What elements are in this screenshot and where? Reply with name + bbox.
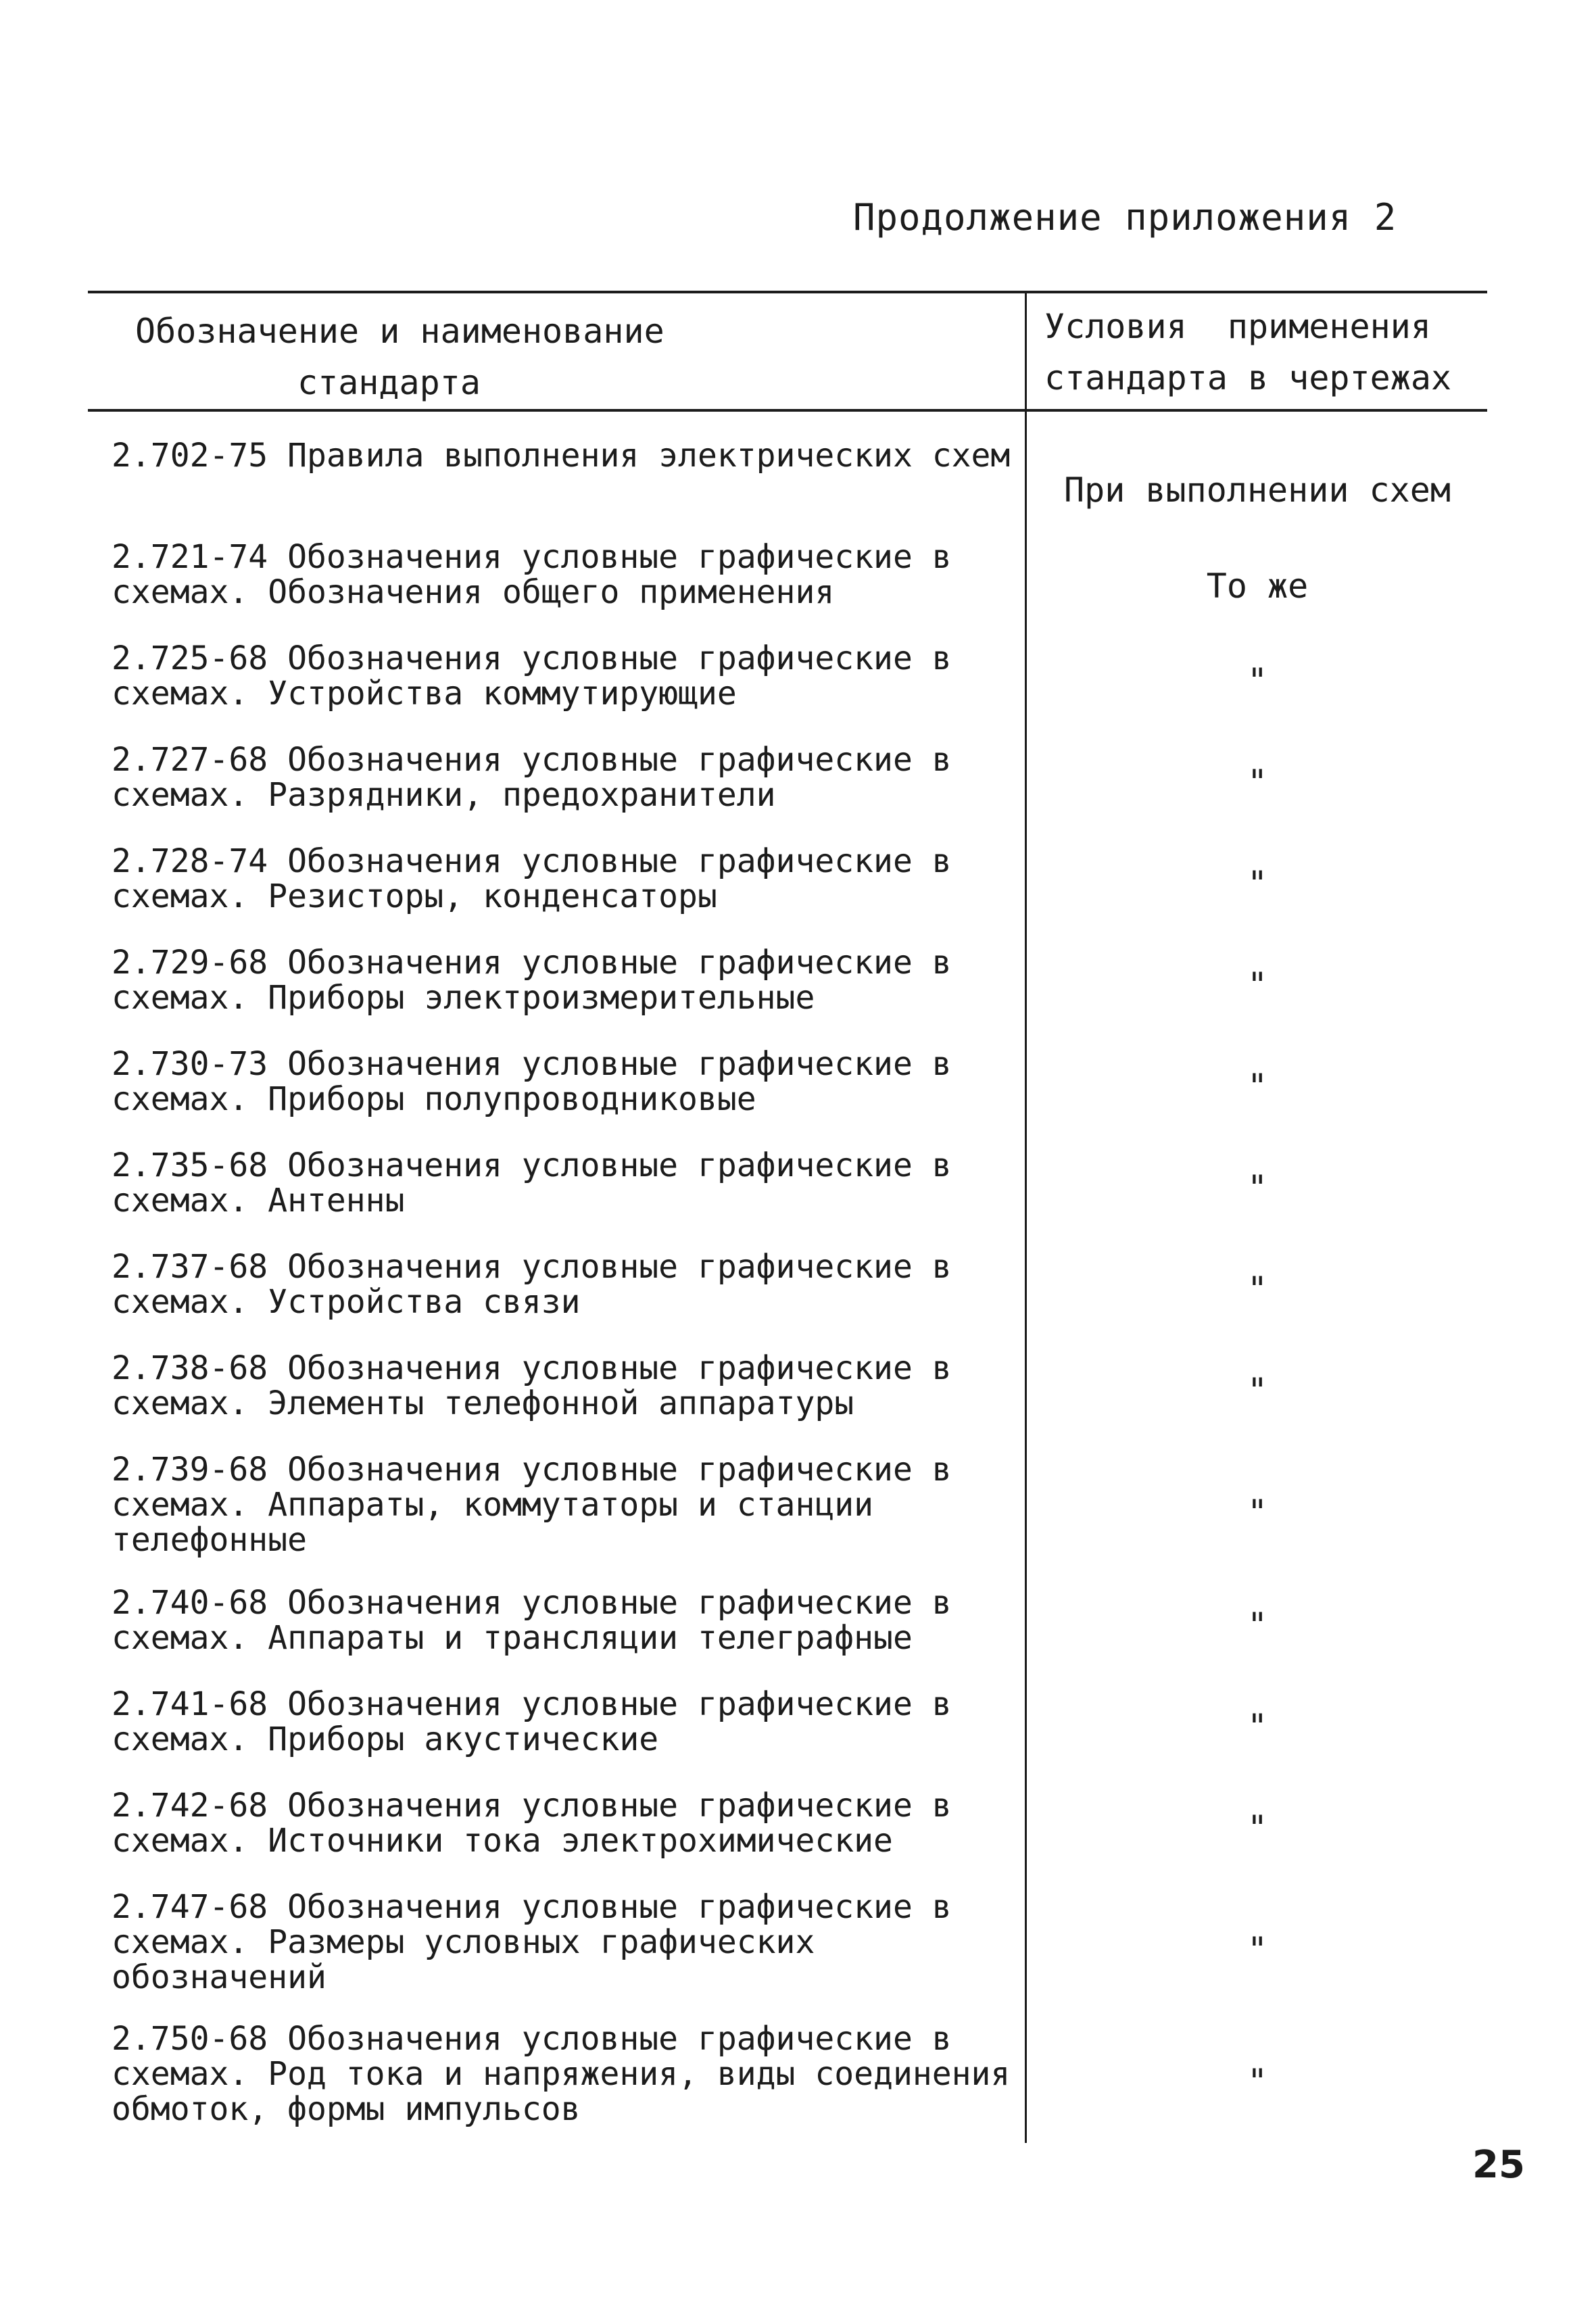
condition-cell: " [1247,1808,1268,1848]
condition-cell: " [1247,1067,1268,1106]
table-header-left [135,306,1000,408]
standard-cell: 2.750-68 Обозначения условные графические в схемах. Род тока и напряжения, виды соединения обмоток, формы импульсов [112,2020,1011,2128]
table-header-right [1044,301,1477,404]
condition-cell: " [1247,661,1268,700]
standard-cell: 2.738-68 Обозначения условные графические в схемах. Элементы телефонной аппаратуры [112,1349,952,1422]
condition-cell: " [1247,1930,1268,1969]
condition-cell: " [1247,1168,1268,1207]
standard-cell: 2.730-73 Обозначения условные графические в схемах. Приборы полупроводниковые [112,1045,952,1118]
condition-cell: При выполнении схем [1064,471,1451,510]
condition-cell: То же [1206,566,1309,606]
standard-cell: 2.729-68 Обозначения условные графические в схемах. Приборы электроизмерительные [112,944,952,1017]
condition-cell: " [1247,1606,1268,1645]
standard-cell: 2.728-74 Обозначения условные графические в схемах. Резисторы, конденсаторы [112,842,952,915]
header-right-line1: Условия применения [1044,307,1431,346]
condition-cell: " [1247,1371,1268,1410]
standard-cell: 2.747-68 Обозначения условные графические в схемах. Размеры условных графических обозначений [112,1888,952,1996]
condition-cell: " [1247,1493,1268,1532]
standard-cell: 2.741-68 Обозначения условные графические в схемах. Приборы акустические [112,1685,952,1758]
standard-cell: 2.737-68 Обозначения условные графические в схемах. Устройства связи [112,1248,952,1321]
table-column-divider [1025,291,1027,2143]
standard-cell: 2.740-68 Обозначения условные графические в схемах. Аппараты и трансляции телеграфные [112,1584,952,1657]
standard-cell: 2.742-68 Обозначения условные графические в схемах. Источники тока электрохимические [112,1787,952,1860]
header-left-line1: Обозначение и наименование [135,312,664,351]
condition-cell: " [1247,864,1268,903]
header-right-line2: стандарта в чертежах [1044,358,1452,397]
standard-cell: 2.702-75 Правила выполнения электрических схем [112,437,1011,475]
condition-cell: " [1247,2062,1268,2101]
table-header-rule [88,409,1487,412]
standard-cell: 2.727-68 Обозначения условные графические в схемах. Разрядники, предохранители [112,741,952,814]
standard-cell: 2.725-68 Обозначения условные графические в схемах. Устройства коммутирующие [112,640,952,713]
table-top-rule [88,291,1487,293]
condition-cell: " [1247,1707,1268,1746]
standard-cell: 2.739-68 Обозначения условные графические в схемах. Аппараты, коммутаторы и станции телефонные [112,1451,952,1559]
condition-cell: " [1247,965,1268,1005]
condition-cell: " [1247,763,1268,802]
page-number: 25 [1472,2143,1525,2187]
condition-cell: " [1247,1270,1268,1309]
page-heading: Продолжение приложения 2 [853,196,1397,239]
header-left-line2: стандарта [297,363,481,402]
standard-cell: 2.735-68 Обозначения условные графические в схемах. Антенны [112,1147,952,1220]
standard-cell: 2.721-74 Обозначения условные графические в схемах. Обозначения общего применения [112,538,952,611]
